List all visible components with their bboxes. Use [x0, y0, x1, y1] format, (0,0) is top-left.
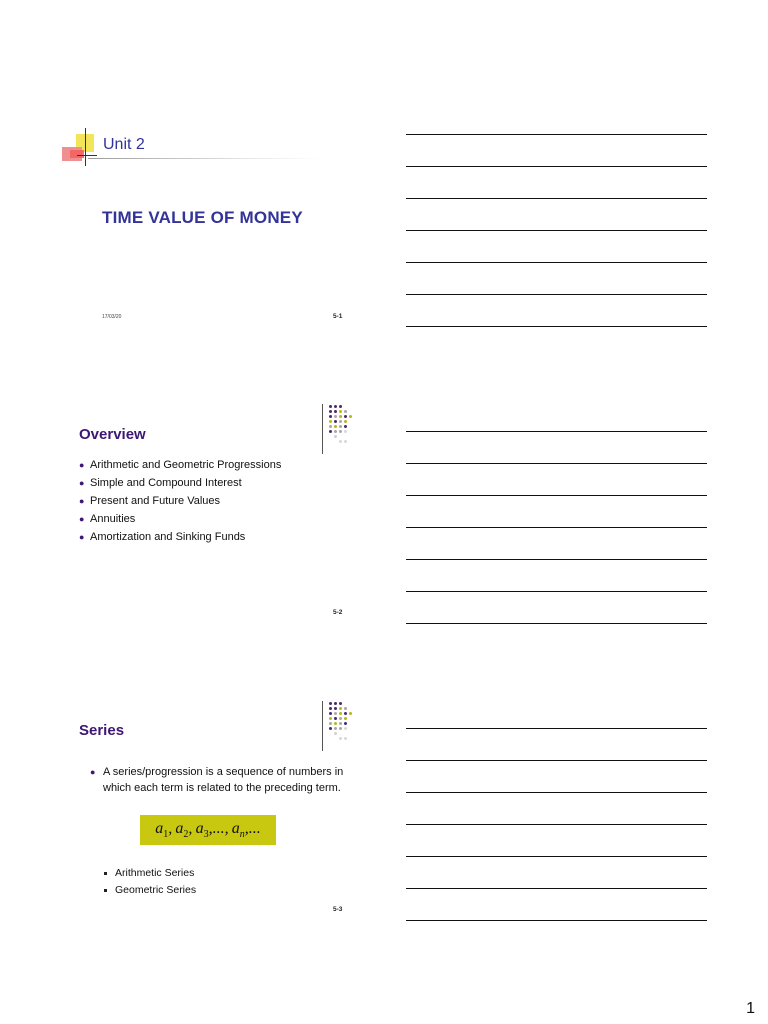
page-number: 1	[746, 1000, 755, 1017]
note-line	[406, 591, 707, 592]
bullet-dot-icon: ●	[79, 514, 85, 524]
note-line	[406, 728, 707, 729]
note-line	[406, 920, 707, 921]
note-line	[406, 792, 707, 793]
bullet-dot-icon: ●	[79, 496, 85, 506]
note-line	[406, 824, 707, 825]
series-formula: $a_1$, $a_2$, $a_3$,..., $a_n$,...	[140, 815, 276, 845]
note-line	[406, 888, 707, 889]
note-line	[406, 230, 707, 231]
bullet-dot-icon: ●	[79, 478, 85, 488]
list-item: ● Annuities	[79, 510, 281, 528]
slide-2-heading: Overview	[79, 426, 146, 443]
slide-1-title: Unit 2	[103, 136, 145, 153]
slide-2-divider	[322, 404, 323, 454]
slide-2-bullet-list	[79, 456, 281, 546]
note-line	[406, 262, 707, 263]
note-line	[406, 326, 707, 327]
note-line	[406, 166, 707, 167]
bullet-dot-icon: ●	[90, 767, 96, 777]
note-line	[406, 198, 707, 199]
list-item: ● Arithmetic and Geometric Progressions	[79, 456, 281, 474]
slide-1-number: 5-1	[333, 313, 343, 320]
list-item: ● Simple and Compound Interest	[79, 474, 281, 492]
slide-3-heading: Series	[79, 722, 125, 739]
note-line	[406, 527, 707, 528]
note-line	[406, 760, 707, 761]
note-line	[406, 495, 707, 496]
slide-3-divider	[322, 701, 323, 751]
note-line	[406, 559, 707, 560]
slide-2-number: 5-2	[333, 609, 343, 616]
note-line	[406, 856, 707, 857]
slide-1-date: 17/03/20	[102, 314, 122, 320]
list-item: ● Amortization and Sinking Funds	[79, 528, 281, 546]
list-item: ● Present and Future Values	[79, 492, 281, 510]
note-line	[406, 294, 707, 295]
slide-1-rule	[88, 158, 323, 159]
note-line	[406, 463, 707, 464]
list-item: Arithmetic Series	[103, 865, 196, 882]
slide-3-sub-bullet-list	[103, 865, 196, 899]
slide-1-heading: TIME VALUE OF MONEY	[102, 208, 303, 227]
bullet-dot-icon: ●	[79, 532, 85, 542]
slide-3-definition: A series/progression is a sequence of numbers in which each term is related to the preceding term.	[103, 766, 344, 794]
note-line	[406, 623, 707, 624]
bullet-dot-icon: ●	[79, 460, 85, 470]
note-line	[406, 431, 707, 432]
square-bullet-icon	[104, 872, 107, 875]
list-item: Geometric Series	[103, 882, 196, 899]
square-bullet-icon	[104, 889, 107, 892]
slide-3-number: 5-3	[333, 906, 343, 913]
note-line	[406, 134, 707, 135]
